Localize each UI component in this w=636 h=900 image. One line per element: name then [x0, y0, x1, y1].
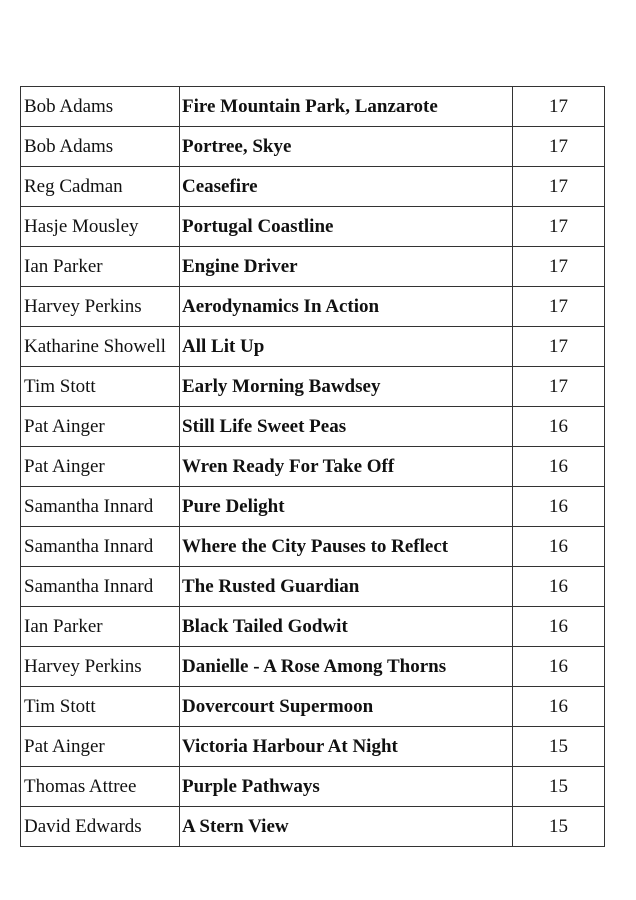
author-cell: Ian Parker: [21, 607, 180, 647]
table-row: [21, 767, 605, 807]
table-row: [21, 567, 605, 607]
author-cell: Pat Ainger: [21, 727, 180, 767]
table-row: [21, 487, 605, 527]
score-cell: 17: [513, 287, 605, 327]
table-row: [21, 527, 605, 567]
score-cell: 16: [513, 647, 605, 687]
score-cell: 16: [513, 527, 605, 567]
score-cell: 17: [513, 327, 605, 367]
score-cell: 17: [513, 87, 605, 127]
author-cell: Pat Ainger: [21, 447, 180, 487]
score-cell: 17: [513, 247, 605, 287]
table-row: [21, 727, 605, 767]
title-cell: The Rusted Guardian: [180, 567, 513, 607]
table-row: [21, 607, 605, 647]
title-cell: Portugal Coastline: [180, 207, 513, 247]
score-cell: 16: [513, 447, 605, 487]
score-cell: 15: [513, 767, 605, 807]
title-cell: Portree, Skye: [180, 127, 513, 167]
title-cell: Aerodynamics In Action: [180, 287, 513, 327]
results-table-body: [21, 87, 605, 847]
table-row: [21, 807, 605, 847]
author-cell: David Edwards: [21, 807, 180, 847]
author-cell: Bob Adams: [21, 127, 180, 167]
title-cell: Dovercourt Supermoon: [180, 687, 513, 727]
table-row: [21, 447, 605, 487]
author-cell: Hasje Mousley: [21, 207, 180, 247]
author-cell: Bob Adams: [21, 87, 180, 127]
author-cell: Samantha Innard: [21, 567, 180, 607]
title-cell: Pure Delight: [180, 487, 513, 527]
title-cell: Ceasefire: [180, 167, 513, 207]
table-row: [21, 327, 605, 367]
table-row: [21, 407, 605, 447]
score-cell: 16: [513, 407, 605, 447]
table-row: [21, 167, 605, 207]
table-row: [21, 687, 605, 727]
title-cell: Victoria Harbour At Night: [180, 727, 513, 767]
score-cell: 17: [513, 367, 605, 407]
author-cell: Harvey Perkins: [21, 647, 180, 687]
table-row: [21, 647, 605, 687]
title-cell: Still Life Sweet Peas: [180, 407, 513, 447]
author-cell: Ian Parker: [21, 247, 180, 287]
results-table: [20, 86, 605, 847]
table-row: [21, 367, 605, 407]
score-cell: 16: [513, 567, 605, 607]
title-cell: Wren Ready For Take Off: [180, 447, 513, 487]
score-cell: 17: [513, 207, 605, 247]
score-cell: 16: [513, 487, 605, 527]
author-cell: Thomas Attree: [21, 767, 180, 807]
title-cell: Early Morning Bawdsey: [180, 367, 513, 407]
score-cell: 16: [513, 687, 605, 727]
author-cell: Tim Stott: [21, 367, 180, 407]
title-cell: Black Tailed Godwit: [180, 607, 513, 647]
author-cell: Pat Ainger: [21, 407, 180, 447]
author-cell: Katharine Showell: [21, 327, 180, 367]
score-cell: 17: [513, 167, 605, 207]
author-cell: Harvey Perkins: [21, 287, 180, 327]
score-cell: 15: [513, 727, 605, 767]
author-cell: Samantha Innard: [21, 487, 180, 527]
title-cell: Danielle - A Rose Among Thorns: [180, 647, 513, 687]
score-cell: 16: [513, 607, 605, 647]
author-cell: Samantha Innard: [21, 527, 180, 567]
title-cell: Purple Pathways: [180, 767, 513, 807]
title-cell: All Lit Up: [180, 327, 513, 367]
table-row: [21, 207, 605, 247]
score-cell: 15: [513, 807, 605, 847]
score-cell: 17: [513, 127, 605, 167]
table-row: [21, 247, 605, 287]
title-cell: Where the City Pauses to Reflect: [180, 527, 513, 567]
author-cell: Reg Cadman: [21, 167, 180, 207]
table-row: [21, 287, 605, 327]
author-cell: Tim Stott: [21, 687, 180, 727]
title-cell: A Stern View: [180, 807, 513, 847]
title-cell: Engine Driver: [180, 247, 513, 287]
table-row: [21, 127, 605, 167]
table-row: [21, 87, 605, 127]
title-cell: Fire Mountain Park, Lanzarote: [180, 87, 513, 127]
